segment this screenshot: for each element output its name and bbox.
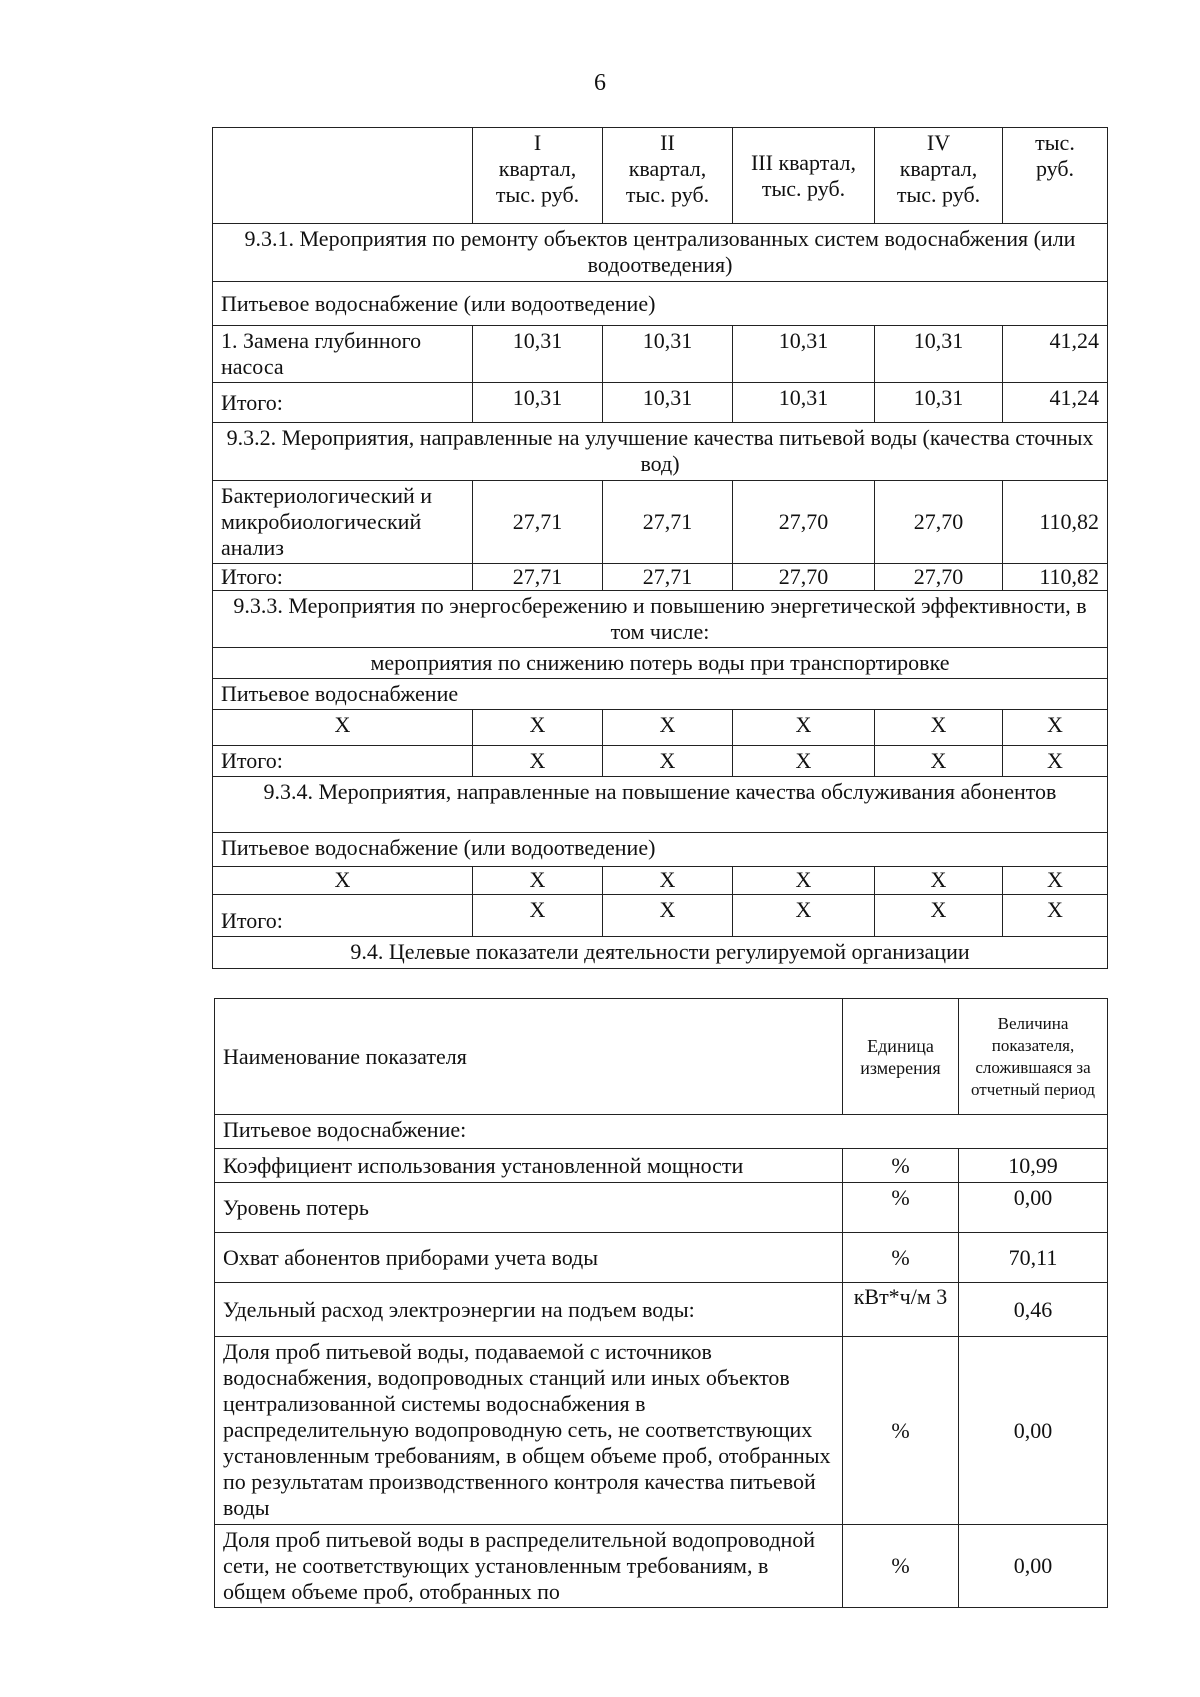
indicator-unit: % bbox=[843, 1337, 959, 1525]
indicator-name: Доля проб питьевой воды в распределительной водопроводной сети, не соответствующих установленным требованиям, в общем объеме проб, отобранных по bbox=[215, 1525, 843, 1608]
indicator-value: 0,00 bbox=[959, 1525, 1108, 1608]
header-q4: IV квартал, тыс. руб. bbox=[875, 128, 1003, 224]
indicator-name: Удельный расход электроэнергии на подъем воды: bbox=[215, 1283, 843, 1337]
indicator-value: 0,46 bbox=[959, 1283, 1108, 1337]
indicators-header-row bbox=[215, 999, 1108, 1115]
indicator-name: Коэффициент использования установленной мощности bbox=[215, 1149, 843, 1183]
value-q3: 27,70 bbox=[733, 564, 875, 591]
value-total: Х bbox=[1003, 710, 1108, 746]
value-q2: 27,71 bbox=[603, 564, 733, 591]
table-row bbox=[213, 867, 1108, 895]
header-total: тыс. руб. bbox=[1003, 128, 1108, 224]
value-q3: Х bbox=[733, 746, 875, 777]
row-label: Бактериологический и микробиологический анализ bbox=[213, 481, 473, 564]
total-row bbox=[213, 746, 1108, 777]
value-q1: 10,31 bbox=[473, 383, 603, 423]
indicator-value: 0,00 bbox=[959, 1337, 1108, 1525]
indicator-name: Уровень потерь bbox=[215, 1183, 843, 1233]
value-q3: 10,31 bbox=[733, 326, 875, 383]
section-title-932: 9.3.2. Мероприятия, направленные на улучшение качества питьевой воды (качества сточных вод) bbox=[213, 423, 1108, 481]
value-q2: Х bbox=[603, 867, 733, 895]
table-row bbox=[215, 1283, 1108, 1337]
value-q4: Х bbox=[875, 746, 1003, 777]
table-row bbox=[215, 1183, 1108, 1233]
header-q3: III квартал, тыс. руб. bbox=[733, 128, 875, 224]
total-label: Итого: bbox=[213, 383, 473, 423]
value-total: Х bbox=[1003, 867, 1108, 895]
value-q4: 10,31 bbox=[875, 383, 1003, 423]
header-indicator-name: Наименование показателя bbox=[215, 999, 843, 1115]
value-total: 41,24 bbox=[1003, 326, 1108, 383]
value-q1: Х bbox=[473, 710, 603, 746]
section-subheader-933-b: Питьевое водоснабжение bbox=[213, 679, 1108, 710]
table-row bbox=[213, 326, 1108, 383]
header-q2: II квартал, тыс. руб. bbox=[603, 128, 733, 224]
header-q1: I квартал, тыс. руб. bbox=[473, 128, 603, 224]
value-q3: Х bbox=[733, 867, 875, 895]
table-row bbox=[215, 1337, 1108, 1525]
value-total: 110,82 bbox=[1003, 481, 1108, 564]
indicator-name: Охват абонентов приборами учета воды bbox=[215, 1233, 843, 1283]
value-q3: 10,31 bbox=[733, 383, 875, 423]
indicator-unit: % bbox=[843, 1183, 959, 1233]
indicator-unit: % bbox=[843, 1525, 959, 1608]
budget-table bbox=[212, 127, 1108, 969]
total-row bbox=[213, 895, 1108, 937]
page-number: 6 bbox=[594, 70, 606, 96]
row-label: 1. Замена глубинного насоса bbox=[213, 326, 473, 383]
section-title-934: 9.3.4. Мероприятия, направленные на повышение качества обслуживания абонентов bbox=[213, 777, 1108, 833]
value-q1: 10,31 bbox=[473, 326, 603, 383]
value-q4: 27,70 bbox=[875, 564, 1003, 591]
section-subheader-931: Питьевое водоснабжение (или водоотведение) bbox=[213, 282, 1108, 326]
total-label: Итого: bbox=[213, 564, 473, 591]
value-q2: 10,31 bbox=[603, 326, 733, 383]
header-unit: Единица измерения bbox=[843, 999, 959, 1115]
value-q3: Х bbox=[733, 710, 875, 746]
value-total: 110,82 bbox=[1003, 564, 1108, 591]
indicator-unit: % bbox=[843, 1233, 959, 1283]
indicator-name: Доля проб питьевой воды, подаваемой с источников водоснабжения, водопроводных станций или иных объектов централизованной системы водоснабжения в распределительную водопроводную сеть, не соответствующих установленным требованиям, в общем объеме проб, отобранных по результатам производственного контроля качества питьевой воды bbox=[215, 1337, 843, 1525]
value-q2: Х bbox=[603, 895, 733, 937]
indicator-value: 70,11 bbox=[959, 1233, 1108, 1283]
indicators-table bbox=[214, 998, 1108, 1608]
indicator-value: 10,99 bbox=[959, 1149, 1108, 1183]
row-label: Х bbox=[213, 867, 473, 895]
indicators-section-label: Питьевое водоснабжение: bbox=[215, 1115, 1108, 1149]
section-title-94: 9.4. Целевые показатели деятельности регулируемой организации bbox=[213, 937, 1108, 969]
value-q2: Х bbox=[603, 710, 733, 746]
value-total: 41,24 bbox=[1003, 383, 1108, 423]
row-label: Х bbox=[213, 710, 473, 746]
budget-header-row bbox=[213, 128, 1108, 224]
table-row bbox=[215, 1149, 1108, 1183]
value-q2: 27,71 bbox=[603, 481, 733, 564]
value-q1: Х bbox=[473, 746, 603, 777]
indicator-value: 0,00 bbox=[959, 1183, 1108, 1233]
value-q2: 10,31 bbox=[603, 383, 733, 423]
value-q4: Х bbox=[875, 895, 1003, 937]
indicator-unit: % bbox=[843, 1149, 959, 1183]
value-q3: Х bbox=[733, 895, 875, 937]
section-subheader-934: Питьевое водоснабжение (или водоотведение) bbox=[213, 833, 1108, 867]
value-q4: Х bbox=[875, 710, 1003, 746]
table-row bbox=[213, 710, 1108, 746]
table-row bbox=[213, 481, 1108, 564]
table-row bbox=[215, 1233, 1108, 1283]
value-total: Х bbox=[1003, 746, 1108, 777]
total-row bbox=[213, 383, 1108, 423]
total-row bbox=[213, 564, 1108, 591]
value-q4: 10,31 bbox=[875, 326, 1003, 383]
total-label: Итого: bbox=[213, 746, 473, 777]
value-total: Х bbox=[1003, 895, 1108, 937]
value-q1: 27,71 bbox=[473, 481, 603, 564]
total-label: Итого: bbox=[213, 895, 473, 937]
value-q3: 27,70 bbox=[733, 481, 875, 564]
value-q4: 27,70 bbox=[875, 481, 1003, 564]
header-blank-cell bbox=[213, 128, 473, 224]
indicator-unit: кВт*ч/м 3 bbox=[843, 1283, 959, 1337]
section-title-931: 9.3.1. Мероприятия по ремонту объектов централизованных систем водоснабжения (или водоотведения) bbox=[213, 224, 1108, 282]
value-q1: 27,71 bbox=[473, 564, 603, 591]
value-q1: Х bbox=[473, 895, 603, 937]
value-q4: Х bbox=[875, 867, 1003, 895]
table-row bbox=[215, 1525, 1108, 1608]
value-q2: Х bbox=[603, 746, 733, 777]
header-value: Величина показателя, сложившаяся за отчетный период bbox=[959, 999, 1108, 1115]
value-q1: Х bbox=[473, 867, 603, 895]
section-subheader-933-a: мероприятия по снижению потерь воды при транспортировке bbox=[213, 648, 1108, 679]
section-title-933: 9.3.3. Мероприятия по энергосбережению и повышению энергетической эффективности, в том числе: bbox=[213, 591, 1108, 648]
